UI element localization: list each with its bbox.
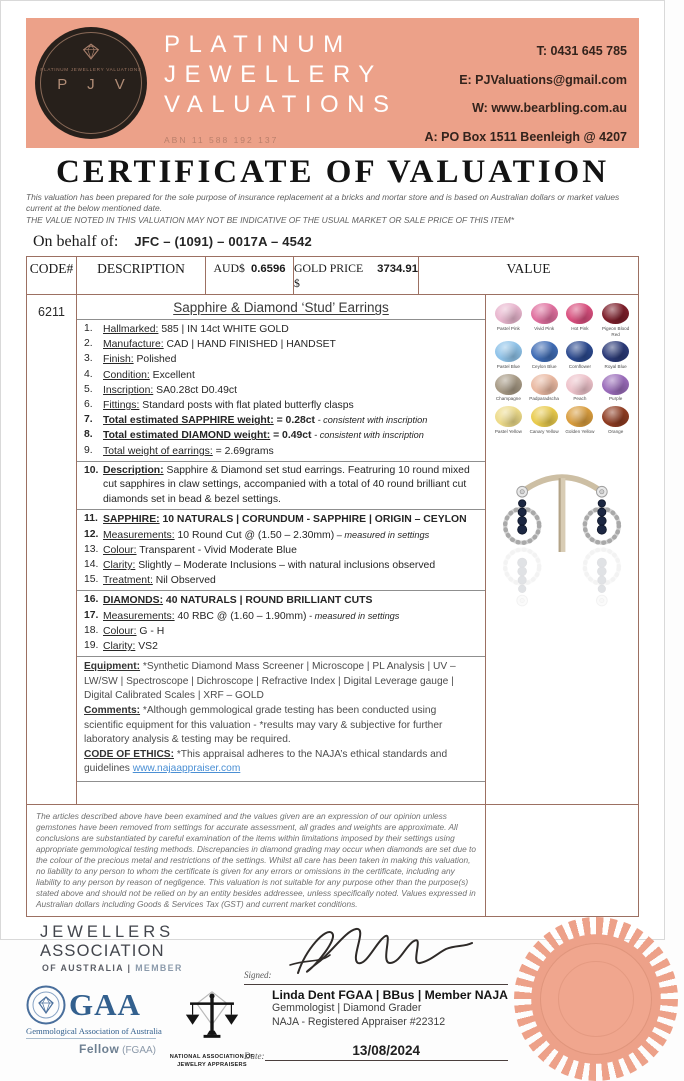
disclaimer-line-2: THE VALUE NOTED IN THIS VALUATION MAY NOT BE INDICATIVE OF THE USUAL MARKET OR SALE PRICE OF THIS ITEM* [26, 214, 515, 225]
gem-image [566, 406, 593, 427]
ethics-link[interactable]: www.najaappraiser.com [132, 763, 241, 775]
gem-swatch: Peach [564, 374, 597, 402]
footer [26, 923, 639, 1081]
equipment-line: Equipment: *Synthetic Diamond Mass Screener | Microscope | PL Analysis | UV – LW/SW | Spectroscope | Dichroscope | Refractive Index | Digital Leverage gauge | Digital Calibrated Scales | XRF – GOLD [84, 661, 456, 702]
detail-diamond-clarity: 19. Clarity: VS2 [84, 640, 158, 653]
gem-image [602, 341, 629, 362]
signer-registration: NAJA - Registered Appraiser #22312 [272, 1015, 446, 1028]
contact-email: E: PJValuations@gmail.com [459, 72, 627, 87]
legal-empty-cell [486, 805, 638, 916]
gem-image [566, 374, 593, 395]
signed-line [244, 965, 508, 985]
signature-block [234, 923, 514, 1081]
gem-swatch: Ceylon Blue [528, 341, 561, 369]
detail-manufacture: 2. Manufacture: CAD | HAND FINISHED | HANDSET [84, 338, 336, 351]
detail-hallmarked: 1. Hallmarked: 585 | IN 14ct WHITE GOLD [84, 323, 289, 336]
logo-ring [40, 32, 142, 134]
detail-sapphire-weight: 7. Total estimated SAPPHIRE weight: = 0.28ct - consistent with inscription [84, 414, 428, 427]
valuation-table [26, 256, 639, 917]
legal-row [27, 804, 638, 916]
detail-list [77, 319, 485, 782]
gem-swatch: Purple [599, 374, 632, 402]
detail-sapphire-measurements: 12. Measurements: 10 Round Cut @ (1.50 – 2.30mm) – measured in settings [84, 528, 430, 541]
detail-diamond-colour: 18. Colour: G - H [84, 624, 165, 637]
brand-line-1: PLATINUM [164, 31, 352, 58]
gem-swatch: Champagne [492, 374, 525, 402]
gem-image [495, 341, 522, 362]
detail-sapphire-header: 11. SAPPHIRE: 10 NATURALS | CORUNDUM - SAPPHIRE | ORIGIN – CEYLON [84, 513, 467, 526]
gem-swatch: Padparadscha [528, 374, 561, 402]
gold-price-label: GOLD PRICE $ [294, 261, 364, 291]
signer-details [272, 988, 508, 1029]
contact-phone: T: 0431 645 785 [536, 44, 627, 58]
detail-group-description [77, 461, 485, 510]
ethics-line: CODE OF ETHICS: *This appraisal adheres to the NAJA’s ethical standards and guidelines www.najaappraiser.com [84, 748, 448, 775]
contact-website: W: www.bearbling.com.au [472, 101, 627, 115]
gem-image [531, 406, 558, 427]
gem-image [531, 374, 558, 395]
detail-diamond-weight: 8. Total estimated DIAMOND weight: = 0.49ct - consistent with inscription [84, 429, 424, 442]
gaa-acronym: GAA [69, 987, 141, 1023]
comments-line: Comments: *Although gemmological grade testing has been conducted using scientific equipment for this valuation - *results may vary & subjective for further laboratory analysis & testing may be required. [84, 705, 443, 746]
gem-swatch: Pastel Pink [492, 303, 525, 337]
abn-text: ABN 11 588 192 137 [164, 135, 279, 145]
brand-line-2: JEWELLERY [164, 61, 383, 88]
detail-inscription: 5. Inscription: SA0.28ct D0.49ct [84, 383, 237, 396]
gem-swatch: Golden Yellow [564, 406, 597, 434]
detail-condition: 4. Condition: Excellent [84, 368, 195, 381]
gem-swatch: Pastel Yellow [492, 406, 525, 434]
column-header-gold-price [294, 257, 419, 294]
pjv-logo [35, 27, 147, 139]
equipment-section [77, 656, 485, 781]
signer-title: Gemmologist | Diamond Grader [272, 1002, 422, 1015]
gem-swatch: Pigeon Blood Red [599, 303, 632, 337]
header-band [26, 18, 639, 148]
detail-sapphire-colour: 13. Colour: Transparent - Vivid Moderate Blue [84, 543, 297, 556]
detail-sapphire-clarity: 14. Clarity: Slightly – Moderate Inclusions – with natural inclusions observed [84, 559, 436, 572]
sapphire-colour-chart [486, 295, 638, 435]
detail-diamond-measurements: 17. Measurements: 40 RBC @ (1.60 – 1.90mm) - measured in settings [84, 609, 400, 622]
gem-image [495, 374, 522, 395]
certificate-title: CERTIFICATE OF VALUATION [55, 154, 610, 190]
contact-address: A: PO Box 1511 Beenleigh @ 4207 [424, 129, 627, 144]
gaa-logo [26, 985, 162, 1057]
item-title: Sapphire & Diamond ‘Stud’ Earrings [173, 300, 389, 316]
gem-swatch: Cornflower [564, 341, 597, 369]
on-behalf-value: JFC – (1091) – 0017A – 4542 [134, 234, 312, 250]
earrings-photo [489, 449, 635, 585]
detail-group-diamond [77, 590, 485, 656]
disclaimer-line-1: This valuation has been prepared for the sole purpose of insurance replacement at a bricks and mortar store and is based on Australian dollars or market values current at the below mentioned date. [26, 192, 620, 214]
gaa-divider [26, 1038, 156, 1039]
detail-group-sapphire [77, 509, 485, 590]
jaa-logo-line-1: JEWELLERS [40, 923, 175, 942]
table-header-row [27, 257, 638, 295]
column-header-code: CODE# [27, 257, 77, 294]
gem-image [602, 374, 629, 395]
brand-name [164, 18, 397, 148]
signer-name: Linda Dent FGAA | BBus | Member NAJA [272, 988, 508, 1003]
gem-swatch: Vivid Pink [528, 303, 561, 337]
jaa-logo-line-2: ASSOCIATION [40, 942, 165, 961]
legal-text: The articles described above have been examined and the values given are an expression of our opinion unless gemstones have been removed from settings for accurate assessment, all grades and weights are approximate. All conclusions are substantiated by careful examination of the items within limitations imposed by their settings using appropriate gemmological testing methods. Discrepancies in diamond grading may occur when diamonds are set due to the colour of the precious metal and restrictions of the settings. Whilst all care has been taken in making this valuation, no liability to any person to whom the certificate is given for any errors or omissions in the certificate, including any liability to any person by reason of negligence. This valuation is not suitable for any purpose other than the purpose(s) stated above and should not be relied on by an entity besides addressee, unless specifically noted. Values expressed in Australian dollars including Goods & Services Tax (GST) and current market conditions. [27, 805, 486, 916]
naja-name: NATIONAL ASSOCIATION OF JEWELRY APPRAISERS [169, 1054, 255, 1069]
description-cell [77, 295, 486, 804]
aud-rate-value: 0.6596 [250, 263, 286, 276]
detail-finish: 3. Finish: Polished [84, 353, 177, 366]
description-spacer [77, 782, 485, 804]
item-code: 6211 [27, 295, 77, 804]
gem-image [566, 341, 593, 362]
gold-price-value: 3734.91 [377, 263, 418, 276]
value-cell [486, 295, 638, 804]
gem-image [566, 303, 593, 324]
aud-label: AUD$ [213, 261, 245, 276]
gaa-emblem-icon [26, 985, 66, 1025]
disclaimer-text [26, 192, 639, 226]
gem-image [531, 341, 558, 362]
logo-ring-text: PLATINUM JEWELLERY VALUATIONS [40, 67, 142, 72]
seal-area [514, 923, 684, 1081]
gaa-row [26, 985, 156, 1025]
gaa-full-name: Gemmological Association of Australia [26, 1026, 162, 1037]
detail-diamond-header: 16. DIAMONDS: 40 NATURALS | ROUND BRILLIANT CUTS [84, 594, 373, 607]
date-value: 13/08/2024 [265, 1043, 508, 1061]
gem-image [495, 303, 522, 324]
logo-initials: P J V [57, 76, 133, 93]
on-behalf-label: On behalf of: [33, 233, 119, 251]
gem-swatch: Orange [599, 406, 632, 434]
gem-swatch: Royal Blue [599, 341, 632, 369]
gem-image [495, 406, 522, 427]
scales-icon [185, 989, 239, 1047]
date-label: Date: [244, 1051, 265, 1062]
gem-image [602, 406, 629, 427]
column-header-value: VALUE [506, 261, 551, 277]
gem-swatch: Pastel Blue [492, 341, 525, 369]
brand-line-3: VALUATIONS [164, 91, 398, 118]
gaa-fellow: Fellow (FGAA) [78, 1042, 156, 1057]
signed-label: Signed: [244, 970, 272, 981]
gem-image [531, 303, 558, 324]
detail-description: 10. Description: Sapphire & Diamond set stud earrings. Featruring 10 round mixed cut sapphires in claw settings, accompanied with a total of 40 round brilliant cut diamonds set in bead & bezel settings. [84, 464, 470, 506]
detail-group-general [77, 320, 485, 461]
column-header-aud [206, 257, 294, 294]
gem-swatch: Hot Pink [564, 303, 597, 337]
column-header-description: DESCRIPTION [77, 257, 206, 294]
detail-total-weight: 9. Total weight of earrings: = 2.69grams [84, 444, 274, 457]
jaa-logo-line-3: OF AUSTRALIA | MEMBER [42, 963, 183, 974]
table-body-row [27, 295, 638, 804]
detail-sapphire-treatment: 15. Treatment: Nil Observed [84, 574, 216, 587]
detail-fittings: 6. Fittings: Standard posts with flat plated butterfly clasps [84, 399, 354, 412]
on-behalf-row [33, 233, 664, 251]
gem-image [602, 303, 629, 324]
contact-block [424, 18, 639, 148]
gem-swatch: Canary Yellow [528, 406, 561, 434]
date-row [244, 1043, 508, 1061]
embossed-seal [514, 917, 678, 1081]
